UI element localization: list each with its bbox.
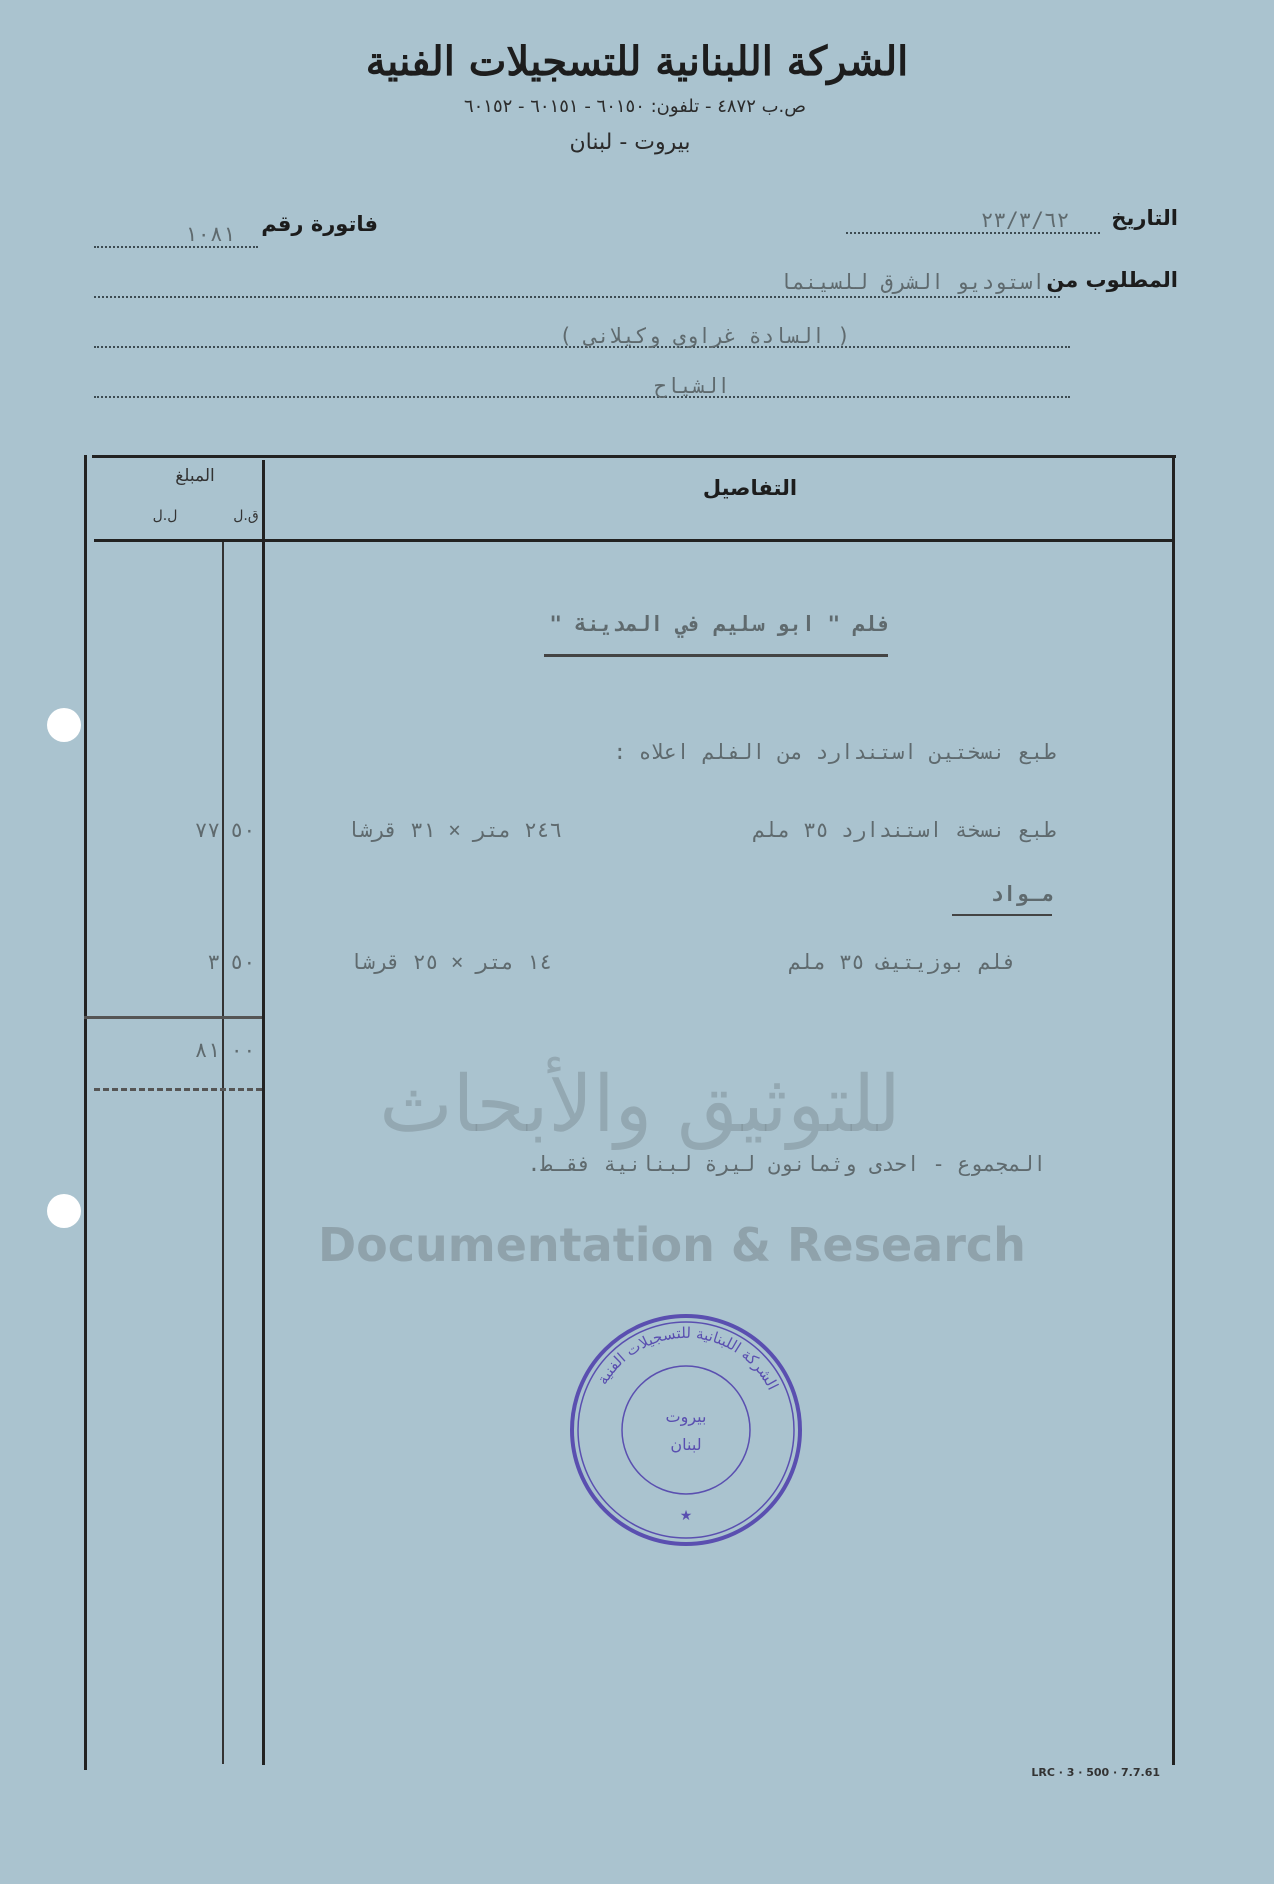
total-in-words: المجموع - احدى وثمانون ليرة لبنانية فقـط. xyxy=(527,1152,1046,1176)
film-title: فلم " ابو سليم في المدينة " xyxy=(549,612,891,636)
punch-hole-top xyxy=(47,708,81,742)
company-city: بيروت - لبنان xyxy=(569,130,691,155)
total-pounds: ٨١ xyxy=(194,1038,220,1062)
company-contact: ص.ب ٤٨٧٢ - تلفون: ٦٠١٥٠ - ٦٠١٥١ - ٦٠١٥٢ xyxy=(463,96,807,117)
stamp-ring-text: الشركة اللبنانية للتسجيلات الفنية xyxy=(593,1323,782,1393)
materials-heading: مـواد xyxy=(990,882,1054,906)
invoice-dotted-line xyxy=(94,246,258,248)
pounds-header: ل.ل xyxy=(152,508,178,524)
line2-description: فلم بوزيتيف ٣٥ ملم xyxy=(788,950,1016,974)
piastres-column-divider xyxy=(222,542,224,1764)
stamp-center-line-2: لبنان xyxy=(670,1435,702,1454)
invoice-number: ١٠٨١ xyxy=(184,222,236,246)
billed-line-3: الشياح xyxy=(654,374,730,398)
company-stamp xyxy=(566,1310,806,1550)
table-top-border xyxy=(92,455,1176,458)
billed-label: المطلوب من xyxy=(1046,268,1178,292)
amount-header: المبلغ xyxy=(175,466,215,486)
stamp-inner-ring xyxy=(578,1322,794,1538)
date-dotted-line xyxy=(846,232,1100,234)
table-left-border xyxy=(84,455,87,1770)
watermark-english: Documentation & Research xyxy=(318,1218,1026,1272)
stamp-center-line-1: بيروت xyxy=(665,1407,707,1426)
table-header-divider xyxy=(94,539,1172,542)
total-piastres: ٠٠ xyxy=(230,1038,256,1062)
piastres-header: ق.ل xyxy=(233,508,259,524)
watermark-arabic: للتوثيق والأبحاث xyxy=(379,1060,901,1150)
total-dashed-rule xyxy=(94,1088,262,1091)
subtotal-rule xyxy=(84,1016,262,1019)
materials-underline xyxy=(952,914,1052,916)
company-name: الشركة اللبنانية للتسجيلات الفنية xyxy=(365,38,909,85)
date-value: ٢٣/٣/٦٢ xyxy=(980,208,1070,232)
stamp-center-ring xyxy=(622,1366,750,1494)
line1-calculation: ٢٤٦ متر × ٣١ قرشا xyxy=(347,818,562,842)
line1-piastres: ٥٠ xyxy=(230,818,256,842)
stamp-star-icon: ★ xyxy=(679,1508,693,1524)
film-title-underline xyxy=(544,654,888,657)
punch-hole-bottom xyxy=(47,1194,81,1228)
details-header: التفاصيل xyxy=(702,476,798,500)
line1-description: طبع نسخة استندارد ٣٥ ملم xyxy=(752,818,1056,842)
line1-pounds: ٧٧ xyxy=(194,818,220,842)
invoice-label: فاتورة رقم xyxy=(261,212,378,236)
print-code: LRC · 3 · 500 · 7.7.61 xyxy=(1031,1766,1160,1779)
line2-calculation: ١٤ متر × ٢٥ قرشا xyxy=(349,950,552,974)
table-right-border xyxy=(1172,455,1175,1765)
billed-line-1: استوديو الشرق للسينما xyxy=(779,270,1045,294)
print-intro: طبع نسختين استندارد من الفلم اعلاه : xyxy=(613,740,1056,764)
billed-dotted-line-1 xyxy=(94,296,1060,298)
amount-column-divider xyxy=(262,460,265,1765)
line2-pounds: ٣ xyxy=(207,950,220,974)
line2-piastres: ٥٠ xyxy=(230,950,256,974)
date-label: التاريخ xyxy=(1111,206,1178,230)
billed-line-2: ( السادة غراوي وكيلاني ) xyxy=(559,324,850,348)
